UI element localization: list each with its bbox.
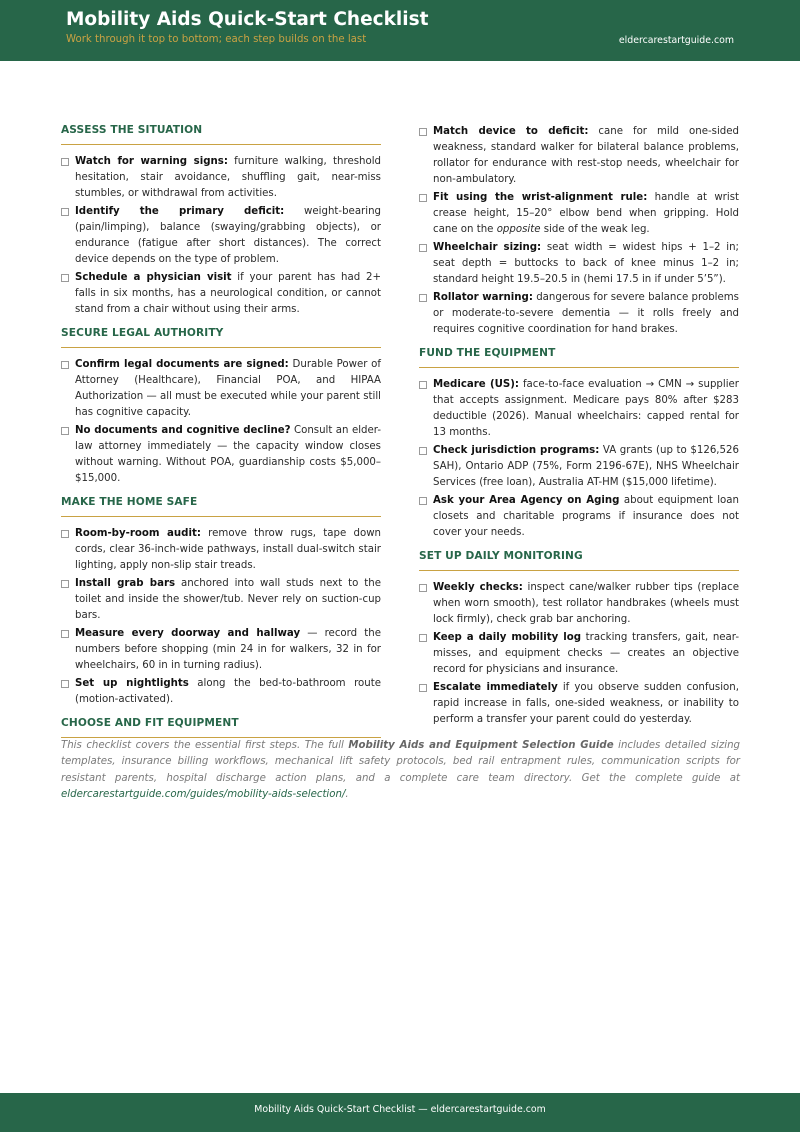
item-text: dangerous for severe balance problems or moderate-to-severe dementia — it rolls freely and requires cognitive coordination for hand brakes. [433,292,739,335]
item-lead: Watch for warning signs: [75,156,228,167]
item-lead: Measure every doorway and hallway [75,628,301,639]
checklist-item [61,204,381,268]
item-lead: No documents and cognitive decline? [75,425,291,436]
section-title: CHOOSE AND FIT EQUIPMENT [61,717,381,738]
item-lead: Check jurisdiction programs: [433,445,600,456]
note-text-3: . [345,788,349,800]
checklist-item [61,154,381,202]
item-lead: Keep a daily mobility log [433,632,581,643]
item-lead: Weekly checks: [433,582,523,593]
checklist-section [61,496,381,708]
checklist-section [61,717,381,738]
checkbox[interactable] [419,447,427,455]
checklist-section [61,124,381,318]
item-lead: Escalate immediately [433,682,558,693]
note-text-1: This checklist covers the essential first steps. The full [61,740,349,751]
checklist-item [419,580,739,628]
checkbox[interactable] [61,274,69,282]
item-text: inspect cane/walker rubber tips (replace when worn smooth), test rollator handbrakes (wheels must lock firmly), check grab bar anchoring. [433,582,739,625]
checklist-item [419,493,739,541]
item-text: handle at wrist crease height, 15–20° elbow bend when gripping. Hold cane on the [433,192,739,235]
item-lead: Medicare (US): [433,379,519,390]
item-text: furniture walking, threshold hesitation, stair avoidance, shuffling gait, near-miss stumbles, or withdrawal from activities. [75,156,382,199]
item-text: weight-bearing (pain/limping), balance (swaying/grabbing objects), or endurance (fatigue after short distances). The correct device depends on the type of problem. [75,206,381,265]
item-lead: Schedule a physician visit [75,272,232,283]
item-lead: Fit using the wrist-alignment rule: [433,192,648,203]
checklist-item [61,526,381,574]
checklist-section [419,347,739,541]
checklist-section [419,550,739,728]
left-column [61,124,381,747]
section-title: FUND THE EQUIPMENT [419,347,739,368]
item-lead: Identify the primary deficit: [75,206,285,217]
checklist-item [61,357,381,421]
item-text: Consult an elder-law attorney immediately — the capacity window closes without warning. Without POA, guardianship costs $5,000–$15,000. [75,425,381,484]
checkbox[interactable] [61,427,69,435]
item-text: remove throw rugs, tape down cords, clear 36-inch-wide pathways, install dual-switch stair lighting, apply non-slip stair treads. [75,528,382,571]
item-text: about equipment loan closets and charitable programs if insurance does not cover your needs. [433,495,739,538]
checkbox[interactable] [61,158,69,166]
checklist-item [419,443,739,491]
checklist-item [419,124,739,188]
checkbox[interactable] [419,497,427,505]
note-text-2: includes detailed sizing templates, insurance billing workflows, mechanical lift safety protocols, bed rail entrapment rules, communication scripts for resistant parents, hospital discharge action plans, and a complete care team directory. Get the complete guide at [61,740,740,784]
item-lead: Rollator warning: [433,292,533,303]
item-lead: Set up nightlights [75,678,189,689]
item-lead: Match device to deficit: [433,126,589,137]
checkbox[interactable] [61,680,69,688]
section-title: SET UP DAILY MONITORING [419,550,739,571]
checklist-item [419,240,739,288]
page-header [0,0,800,61]
page-subtitle: Work through it top to bottom; each step builds on the last [66,34,367,45]
checkbox[interactable] [419,381,427,389]
page-footer [0,1093,800,1132]
checklist-item [419,630,739,678]
checklist-item [61,626,381,674]
checkbox[interactable] [419,584,427,592]
item-emphasis: opposite [496,224,541,235]
item-lead: Wheelchair sizing: [433,242,542,253]
right-column [419,124,739,737]
checkbox[interactable] [419,244,427,252]
guide-link[interactable]: eldercarestartguide.com/guides/mobility-aids-selection/ [61,788,346,800]
item-text-tail: side of the weak leg. [540,224,650,235]
checklist-section [419,124,739,338]
checkbox[interactable] [419,294,427,302]
guide-note [61,738,740,803]
checklist-item [61,576,381,624]
checkbox[interactable] [61,580,69,588]
checkbox[interactable] [61,630,69,638]
item-text: tracking transfers, gait, near-misses, and equipment checks — creates an objective record for physicians and insurance. [433,632,739,675]
item-text: along the bed-to-bathroom route (motion-activated). [75,678,381,705]
checkbox[interactable] [419,684,427,692]
checkbox[interactable] [61,208,69,216]
item-text: — record the numbers before shopping (min 24 in for walkers, 32 in for wheelchairs, 60 in in turning radius). [75,628,381,671]
item-text: cane for mild one-sided weakness, standard walker for bilateral balance problems, rollator for endurance with rest-stop needs, wheelchair for non-ambulatory. [433,126,739,185]
checklist-item [419,680,739,728]
checklist-item [61,270,381,318]
item-lead: Install grab bars [75,578,176,589]
item-lead: Confirm legal documents are signed: [75,359,289,370]
item-text: face-to-face evaluation → CMN → supplier that accepts assignment. Medicare pays 80% after $283 deductible (2026). Manual wheelchairs: capped rental for 13 months. [433,379,739,438]
item-lead: Room-by-room audit: [75,528,201,539]
checklist-item [419,290,739,338]
page-title: Mobility Aids Quick-Start Checklist [66,9,429,30]
checklist-item [419,190,739,238]
checkbox[interactable] [419,128,427,136]
checklist-item [61,676,381,708]
item-lead: Ask your Area Agency on Aging [433,495,620,506]
checkbox[interactable] [61,361,69,369]
header-site-url: eldercarestartguide.com [618,35,734,46]
item-text: if you observe sudden confusion, rapid increase in falls, one-sided weakness, or inability to perform a transfer your parent could do yesterday. [433,682,739,725]
item-text: anchored into wall studs next to the toilet and inside the shower/tub. Never rely on suction-cup bars. [75,578,382,621]
checkbox[interactable] [61,530,69,538]
section-title: ASSESS THE SITUATION [61,124,381,145]
section-title: SECURE LEGAL AUTHORITY [61,327,381,348]
item-text: VA grants (up to $126,526 SAH), Ontario ADP (75%, Form 2196-67E), NHS Wheelchair Services (free loan), Australia AT-HM ($15,000 lifetime). [433,445,739,488]
checklist-item [61,423,381,487]
section-title: MAKE THE HOME SAFE [61,496,381,517]
checkbox[interactable] [419,194,427,202]
checklist-section [61,327,381,487]
footer-text: Mobility Aids Quick-Start Checklist — eldercarestartguide.com [254,1104,546,1115]
item-text: Durable Power of Attorney (Healthcare), Financial POA, and HIPAA Authorization — all must be executed while your parent still has cognitive capacity. [75,359,381,418]
note-guide-name: Mobility Aids and Equipment Selection Guide [348,740,614,751]
checkbox[interactable] [419,634,427,642]
item-text: seat width = widest hips + 1–2 in; seat depth = buttocks to back of knee minus 1–2 in; standard height 19.5–20.5 in (hemi 17.5 in if under 5’5”). [433,242,739,285]
checklist-item [419,377,739,441]
item-text: if your parent has had 2+ falls in six months, has a neurological condition, or cannot stand from a chair without using their arms. [75,272,381,315]
